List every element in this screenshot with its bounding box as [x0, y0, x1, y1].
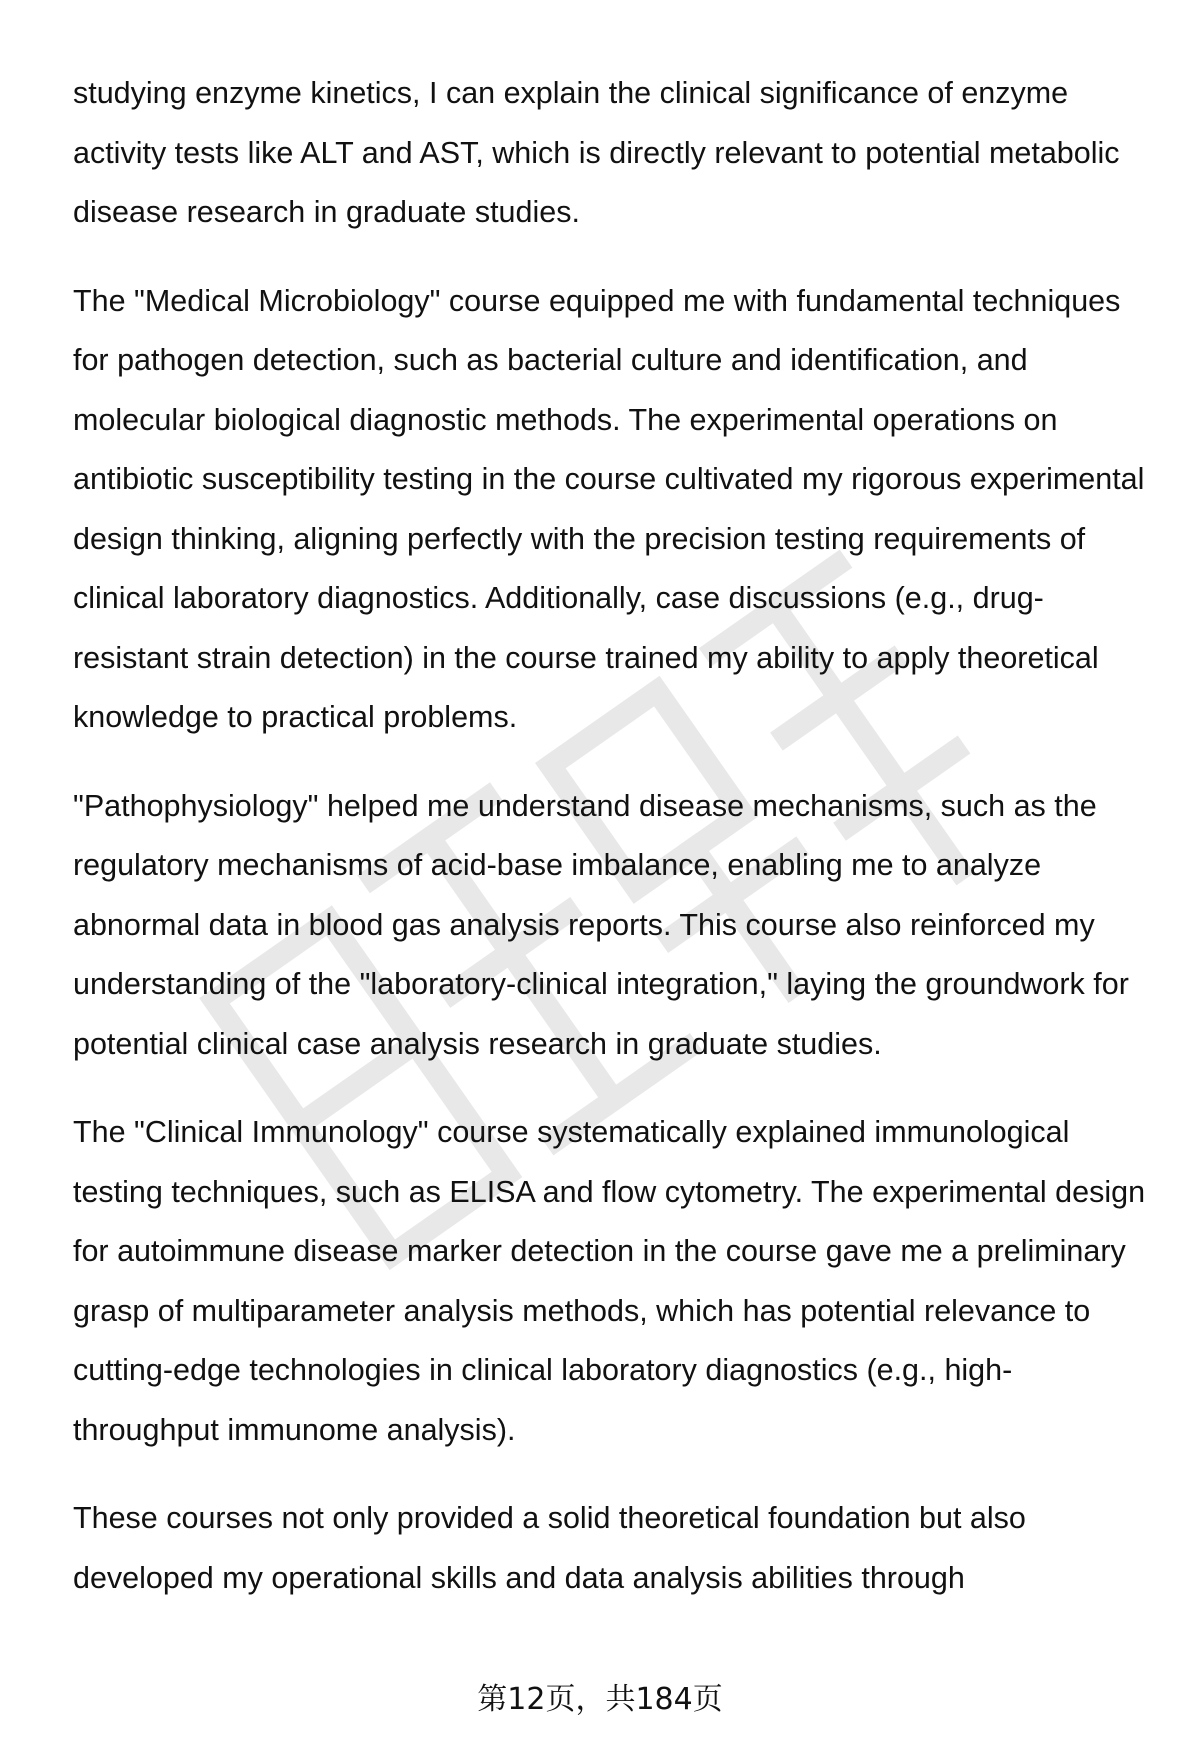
paragraph-5: These courses not only provided a solid theoretical foundation but also developed my operational skills and data analysis abilities through — [73, 1501, 1026, 1595]
page-number-footer: 第12页，共184页 — [477, 1682, 723, 1717]
document-body — [73, 64, 1153, 1637]
paragraph-2: The "Medical Microbiology" course equipped me with fundamental techniques for pathogen detection, such as bacterial culture and identification, and molecular biological diagnostic methods. The experimental operations on antibiotic susceptibility testing in the course cultivated my rigorous experimental design thinking, aligning perfectly with the precision testing requirements of clinical laboratory diagnostics. Additionally, case discussions (e.g., drug-resistant strain detection) in the course trained my ability to apply theoretical knowledge to practical problems. — [73, 283, 1145, 734]
paragraph-4: The "Clinical Immunology" course systematically explained immunological testing techniques, such as ELISA and flow cytometry. The experimental design for autoimmune disease marker detection in the course gave me a preliminary grasp of multiparameter analysis methods, which has potential relevance to cutting-edge technologies in clinical laboratory diagnostics (e.g., high-throughput immunome analysis). — [73, 1115, 1146, 1447]
paragraph-1: studying enzyme kinetics, I can explain the clinical significance of enzyme activity tests like ALT and AST, which is directly relevant to potential metabolic disease research in graduate studies. — [73, 76, 1120, 229]
paragraph-3: "Pathophysiology" helped me understand disease mechanisms, such as the regulatory mechanisms of acid-base imbalance, enabling me to analyze abnormal data in blood gas analysis reports. This course also reinforced my understanding of the "laboratory-clinical integration," laying the groundwork for potential clinical case analysis research in graduate studies. — [73, 788, 1129, 1061]
